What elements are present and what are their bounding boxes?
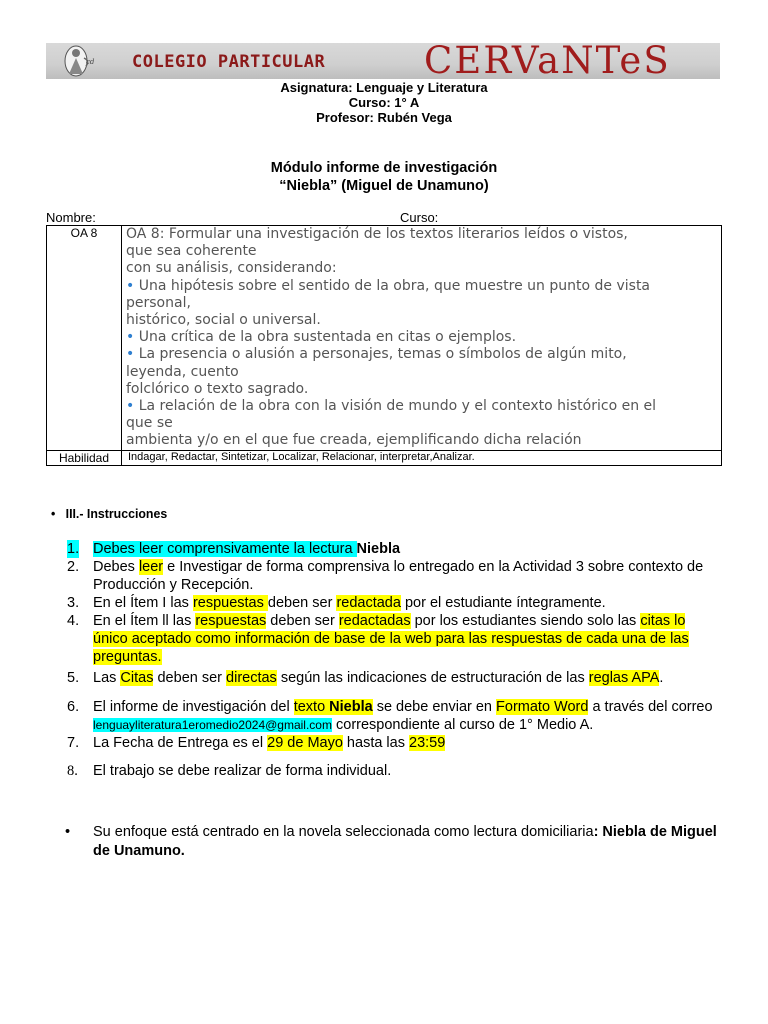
objective-table	[46, 225, 722, 466]
instruction-item: 3. En el Ítem I las respuestas deben ser redactada por el estudiante íntegramente.	[67, 595, 606, 611]
bullet-icon: •	[126, 398, 135, 415]
skill-row	[47, 450, 722, 465]
oa-description-cell	[122, 226, 722, 451]
focus-note: • Su enfoque está centrado en la novela seleccionada como lectura domiciliaria: Niebla de Miguel de Unamuno.	[65, 824, 717, 859]
instructions-heading: • III.- Instrucciones	[51, 506, 168, 521]
teacher-line: Profesor: Rubén Vega	[316, 110, 452, 125]
oa-bullet-line: • Una crítica de la obra sustentada en citas o ejemplos.	[126, 329, 517, 346]
oa-line: OA 8: Formular una investigación de los textos literarios leídos o vistos,	[126, 226, 628, 242]
oa-bullet-line: • La presencia o alusión a personajes, temas o símbolos de algún mito,	[126, 346, 627, 363]
oa-line: que se	[126, 415, 173, 432]
oa-bullet-line: • Una hipótesis sobre el sentido de la obra, que muestre un punto de vista	[126, 277, 651, 294]
contact-email: lenguayliteratura1eromedio2024@gmail.com	[93, 718, 332, 732]
oa-label-cell	[47, 226, 122, 451]
document-subtitle: “Niebla” (Miguel de Unamuno)	[279, 178, 489, 194]
bullet-icon: •	[65, 824, 71, 840]
objective-row	[47, 226, 722, 451]
name-label: Nombre:	[46, 210, 96, 225]
oa-line: folclórico o texto sagrado.	[126, 380, 309, 397]
skill-label: Habilidad	[47, 450, 122, 465]
oa-bullet-line: • La relación de la obra con la visión de mundo y el contexto histórico en el	[126, 398, 657, 415]
instruction-item: 8. El trabajo se debe realizar de forma individual.	[67, 763, 392, 779]
instruction-item: 1. Debes leer comprensivamente la lectura Niebla	[67, 541, 401, 557]
bullet-icon: •	[51, 506, 56, 521]
oa-line: histórico, social o universal.	[126, 312, 321, 329]
school-brand-wordmark: CERVaNTeS	[424, 43, 671, 79]
oa-label: OA 8	[70, 226, 98, 240]
skill-text: Indagar, Redactar, Sintetizar, Localizar, Relacionar, interpretar,Analizar.	[122, 450, 722, 465]
instruction-item: 5. Las Citas deben ser directas según las indicaciones de estructuración de las reglas APA.	[67, 670, 664, 686]
subject-line: Asignatura: Lenguaje y Literatura	[280, 80, 488, 95]
instruction-item: 2. Debes leer e Investigar de forma comprensiva lo entregado en la Actividad 3 sobre contexto de Producción y Recepción.	[67, 559, 704, 593]
course-line: Curso: 1° A	[348, 95, 420, 110]
document-title: Módulo informe de investigación	[270, 160, 498, 176]
oa-line: leyenda, cuento	[126, 363, 239, 380]
course-label: Curso:	[400, 210, 439, 225]
bullet-icon: •	[126, 346, 135, 363]
bullet-icon: •	[126, 329, 135, 346]
oa-line: personal,	[126, 294, 191, 311]
school-banner	[46, 43, 720, 79]
oa-description	[126, 226, 721, 450]
svg-text:cd: cd	[86, 58, 95, 66]
oa-line: ambienta y/o en el que fue creada, ejemplificando dicha relación	[126, 432, 582, 449]
oa-line: con su análisis, considerando:	[126, 260, 337, 277]
bullet-icon: •	[126, 277, 135, 294]
instruction-item: 4. En el Ítem ll las respuestas deben ser redactadas por los estudiantes siendo solo las citas lo único aceptado como información de base de la web para las respuestas de cada una de las preguntas.	[67, 613, 689, 665]
school-name: COLEGIO PARTICULAR	[132, 52, 326, 72]
instruction-item: 6. El informe de investigación del texto Niebla se debe enviar en Formato Word a través del correo lenguayliteratura1eromedio2024@gmail.com correspondiente al curso de 1° Medio A.	[67, 699, 713, 733]
instruction-item: 7. La Fecha de Entrega es el 29 de Mayo hasta las 23:59	[67, 735, 446, 751]
school-crest-icon	[58, 44, 98, 78]
instructions-list	[67, 540, 723, 780]
oa-line: que sea coherente	[126, 243, 257, 260]
